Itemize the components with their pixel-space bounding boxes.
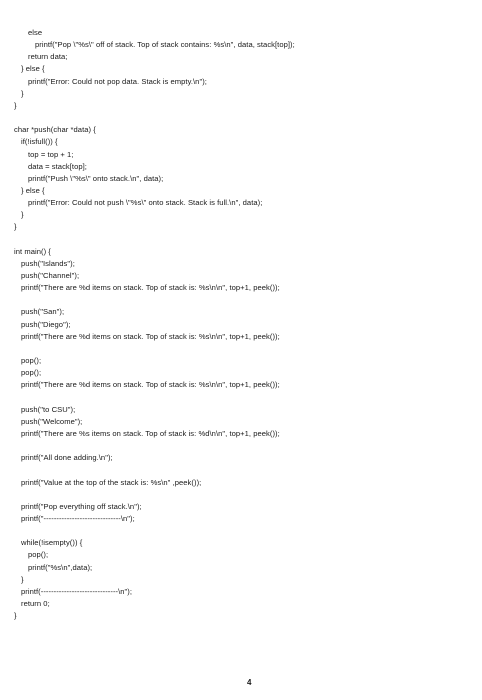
code-line: push("Welcome"); xyxy=(21,416,83,426)
code-line: printf("%s\n",data); xyxy=(28,562,93,572)
code-line: printf("Pop everything off stack.\n"); xyxy=(21,501,142,511)
code-line: printf("All done adding.\n"); xyxy=(21,453,113,463)
code-line: push("to CSU"); xyxy=(21,404,76,414)
code-line: printf("There are %s items on stack. Top of stack is: %d\n\n", top+1, peek()); xyxy=(21,428,280,438)
code-line: } xyxy=(21,88,24,98)
code-line: printf("There are %d items on stack. Top of stack is: %s\n\n", top+1, peek()); xyxy=(21,283,280,293)
code-line: printf("Error: Could not push \"%s\" onto stack. Stack is full.\n", data); xyxy=(28,198,263,208)
code-line: } else { xyxy=(21,64,45,74)
code-line: } xyxy=(21,210,24,220)
code-line: else xyxy=(28,28,43,37)
code-line: int main() { xyxy=(14,246,51,256)
code-line: push("San"); xyxy=(21,307,65,317)
code-line: } xyxy=(14,611,17,621)
code-line: } else { xyxy=(21,185,45,195)
code-line: pop(); xyxy=(28,550,49,560)
code-line: } xyxy=(14,100,17,110)
code-line: push("Diego"); xyxy=(21,319,71,329)
code-line: } xyxy=(14,222,17,232)
code-line: } xyxy=(21,574,24,584)
page-number: 4 xyxy=(247,678,252,687)
code-line: char *push(char *data) { xyxy=(14,125,96,135)
code-line: data = stack[top]; xyxy=(28,161,87,171)
code-line: pop(); xyxy=(21,356,42,366)
code-line: push("Islands"); xyxy=(21,258,75,268)
code-line: while(!isempty()) { xyxy=(21,538,83,548)
code-line: if(!isfull()) { xyxy=(21,137,58,147)
code-line: return 0; xyxy=(21,599,50,609)
code-line: return data; xyxy=(28,52,68,62)
code-line: printf("Value at the top of the stack is: %s\n" ,peek()); xyxy=(21,477,202,487)
code-line: printf("------------------------------\n"); xyxy=(21,514,135,523)
code-line: push("Channel"); xyxy=(21,271,80,280)
code-line: printf("Pop \"%s\" off of stack. Top of stack contains: %s\n", data, stack[top]); xyxy=(35,40,295,50)
code-line: printf("There are %d items on stack. Top of stack is: %s\n\n", top+1, peek()); xyxy=(21,331,280,341)
code-line: printf("Error: Could not pop data. Stack is empty.\n"); xyxy=(28,76,207,86)
code-line: printf(------------------------------\n"); xyxy=(21,586,133,596)
code-line: printf("Push \"%s\" onto stack.\n", data); xyxy=(28,173,164,183)
code-line: top = top + 1; xyxy=(28,149,74,159)
code-line: pop(); xyxy=(21,368,42,378)
code-line: printf("There are %d items on stack. Top of stack is: %s\n\n", top+1, peek()); xyxy=(21,380,280,390)
